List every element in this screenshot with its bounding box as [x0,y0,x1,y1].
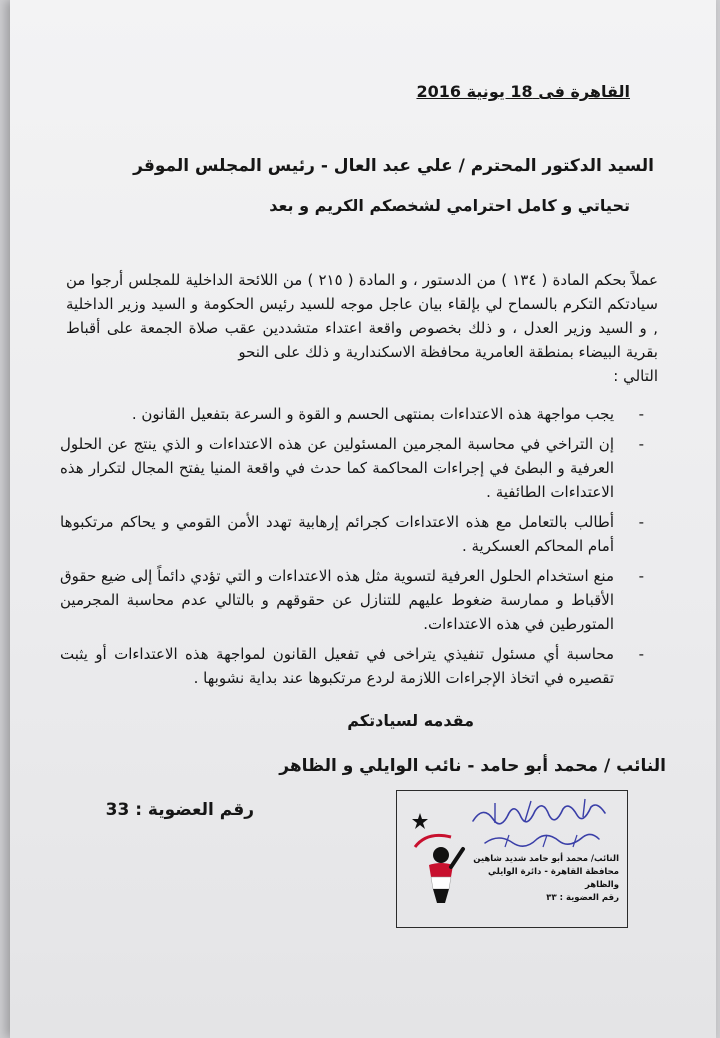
stamp-line-name: النائب/ محمد أبو حامد شديد شاهين [473,854,619,864]
list-item [60,402,654,426]
stamp-text [469,853,619,905]
demands-list [60,402,654,696]
submitted-to-line: مقدمه لسيادتكم [347,711,474,730]
addressee-line: السيد الدكتور المحترم / علي عبد العال - رئيس المجلس الموقر [133,156,654,176]
demand-text: يجب مواجهة هذه الاعتداءات بمنتهى الحسم و القوة و السرعة بتفعيل القانون . [131,405,614,423]
list-item [60,564,654,636]
list-item [60,432,654,504]
demand-text: منع استخدام الحلول العرفية لتسوية مثل هذه الاعتداءات و التي تؤدي دائماً إلى ضيع حقوق الأقباط و ممارسة ضغوط عليهم للتنازل عن حقوقهم و بالتالي عدم محاسبة المجرمين المتورطين في هذه الاعتداءات. [60,567,614,633]
bullet-dash: - [638,567,644,585]
stamp-line-district: محافظة القاهرة - دائرة الوايلي والظاهر [488,867,619,890]
emblem-icon [407,803,473,915]
list-item [60,642,654,690]
demand-text: محاسبة أي مسئول تنفيذي يتراخى في تفعيل القانون لمواجهة هذه الاعتداءات أو يثبت تقصيره في اتخاذ الإجراءات اللازمة لردع مرتكبوها عند بداية نشوبها . [60,645,614,687]
letter-page [10,0,716,1038]
bullet-dash: - [638,513,644,531]
greeting-line: تحياتي و كامل احترامي لشخصكم الكريم و بعد [269,196,630,215]
membership-number: رقم العضوية : 33 [105,800,254,820]
stamp-line-membership: رقم العضوية : ٣٣ [546,893,619,903]
signer-line: النائب / محمد أبو حامد - نائب الوايلي و الظاهر [279,756,666,776]
letter-date: القاهرة فى 18 يونية 2016 [416,82,630,101]
intro-tail: التالي : [613,367,658,385]
bullet-dash: - [638,645,644,663]
intro-paragraph [66,268,658,388]
official-stamp [396,790,628,928]
signature-icon [465,795,615,857]
bullet-dash: - [638,405,644,423]
intro-text: عملاً بحكم المادة ( ١٣٤ ) من الدستور ، و المادة ( ٢١٥ ) من اللائحة الداخلية للمجلس أرجوا من سيادتكم التكرم بالسماح لي بإلقاء بيان عاجل موجه للسيد رئيس الحكومة و السيد وزير الداخلية , و السيد وزير العدل ، و ذلك بخصوص واقعة اعتداء متشددين عقب صلاة الجمعة على أقباط بقرية البيضاء بمنطقة العامرية محافظة الاسكندارية و ذلك على النحو [66,271,659,361]
list-item [60,510,654,558]
bullet-dash: - [638,435,644,453]
demand-text: أطالب بالتعامل مع هذه الاعتداءات كجرائم إرهابية تهدد الأمن القومي و يحاكم مرتكبوها أمام المحاكم العسكرية . [60,513,614,555]
demand-text: إن التراخي في محاسبة المجرمين المسئولين عن هذه الاعتداءات و الذي ينتج عن الحلول العرفية و البطئ في إجراءات المحاكمة كما حدث في واقعة المنيا يفتح المجال لتكرار هذه الاعتداءات الطائفية . [60,435,614,501]
